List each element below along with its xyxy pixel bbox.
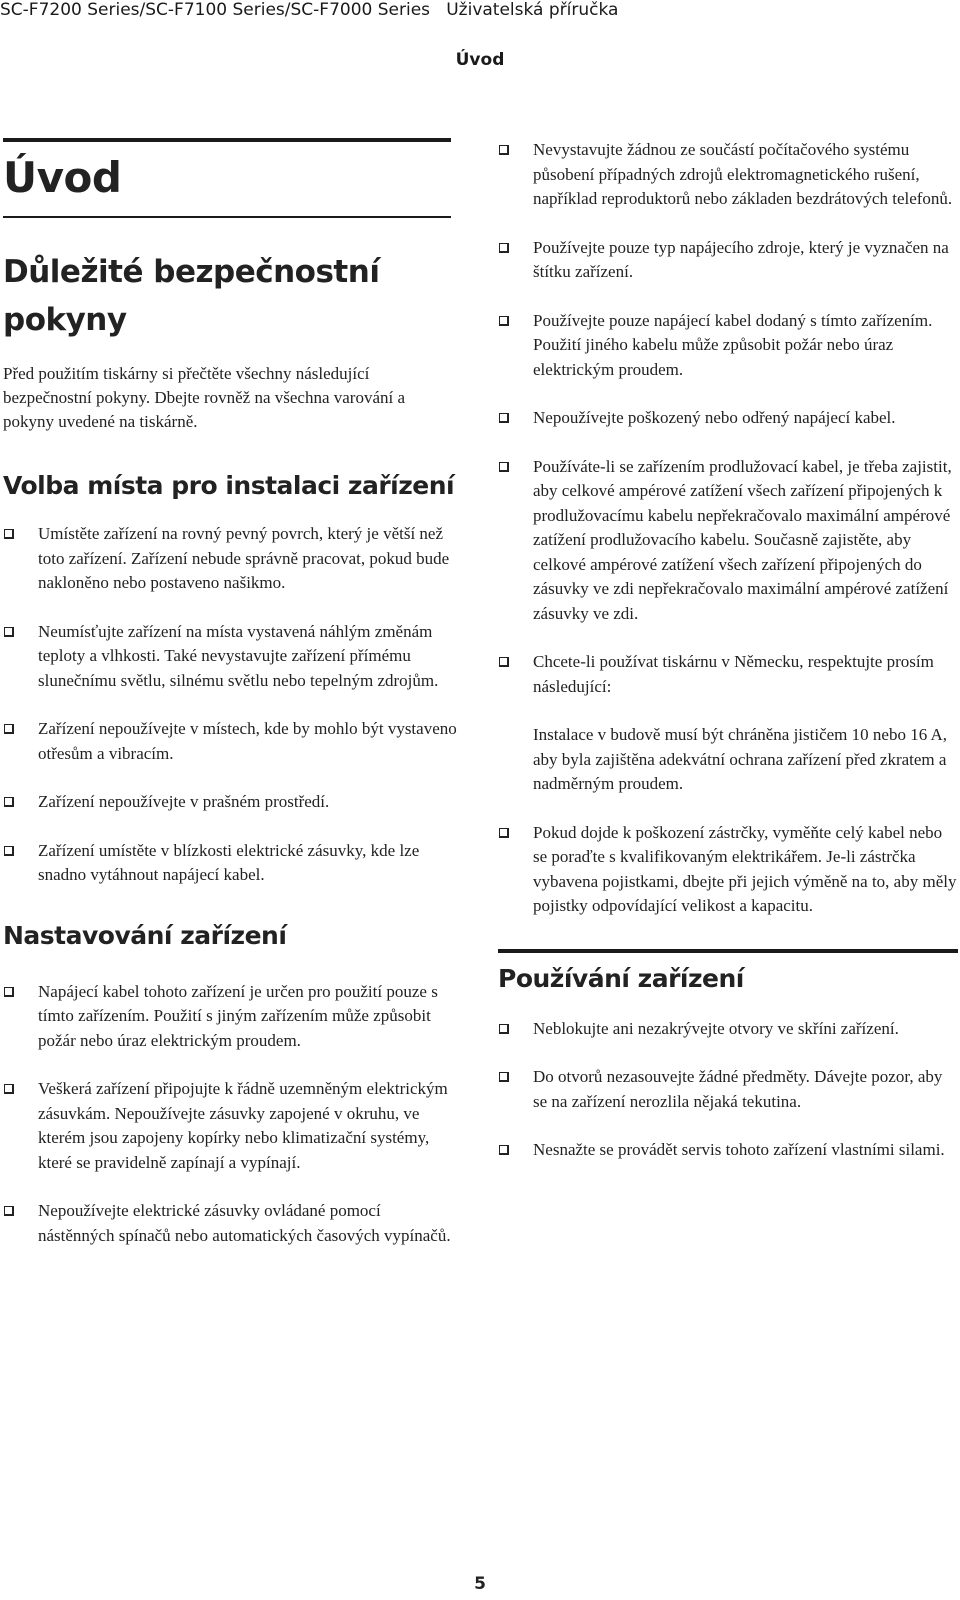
safety-heading: Důležité bezpečnostní pokyny: [3, 254, 380, 338]
checkbox-bullet-icon: [499, 828, 509, 838]
list-item: Používejte pouze napájecí kabel dodaný s tímto zařízením. Použití jiného kabelu může způsobit požár nebo úraz elektrickým proudem.: [498, 309, 958, 383]
list-item: Používejte pouze typ napájecího zdroje, který je vyznačen na štítku zařízení.: [498, 236, 958, 285]
germany-note: Instalace v budově musí být chráněna jističem 10 nebo 16 A, aby byla zajištěna adekvátní ochrana zařízení před zkratem a nadměrným proudem.: [533, 725, 948, 793]
list-item: Veškerá zařízení připojujte k řádně uzemněným elektrickým zásuvkám. Nepoužívejte zásuvky zapojené v okruhu, ve kterém jsou zapojeny kopírky nebo klimatizační systémy, které se pravidelně zapínají a vypínají.: [3, 1077, 457, 1175]
setup-list: [3, 980, 457, 1249]
checkbox-bullet-icon: [499, 243, 509, 253]
usage-heading: Používání zařízení: [498, 963, 744, 993]
checkbox-bullet-icon: [4, 797, 14, 807]
checkbox-bullet-icon: [4, 846, 14, 856]
left-column: [3, 138, 457, 1248]
list-item: Nepoužívejte elektrické zásuvky ovládané pomocí nástěnných spínačů nebo automatických časových vypínačů.: [3, 1199, 457, 1248]
checkbox-bullet-icon: [499, 1024, 509, 1034]
checkbox-bullet-icon: [499, 1072, 509, 1082]
header-section: Úvod: [455, 50, 505, 70]
usage-rule: [498, 949, 958, 953]
checkbox-bullet-icon: [4, 529, 14, 539]
list-item: Neumísťujte zařízení na místa vystavená náhlým změnám teploty a vlhkosti. Také nevystavujte zařízení přímému slunečnímu světlu, silnému světlu nebo tepelným zdrojům.: [3, 620, 457, 694]
list-item: Zařízení umístěte v blízkosti elektrické zásuvky, kde lze snadno vytáhnout napájecí kabel.: [3, 839, 457, 888]
safety-intro: Před použitím tiskárny si přečtěte všechny následující bezpečnostní pokyny. Dbejte rovněž na všechna varování a pokyny uvedené na tiskárně.: [3, 364, 406, 431]
setup-heading: Nastavování zařízení: [3, 920, 287, 950]
chapter-rule-bottom: [3, 216, 451, 218]
checkbox-bullet-icon: [4, 1206, 14, 1216]
checkbox-bullet-icon: [499, 145, 509, 155]
list-item: Do otvorů nezasouvejte žádné předměty. Dávejte pozor, aby se na zařízení nerozlila nějaká tekutina.: [498, 1065, 958, 1114]
list-item: Zařízení nepoužívejte v místech, kde by mohlo být vystaveno otřesům a vibracím.: [3, 717, 457, 766]
plug-list: [498, 821, 958, 919]
right-column: [498, 138, 958, 1163]
chapter-rule: [3, 138, 451, 142]
list-item: Umístěte zařízení na rovný pevný povrch, který je větší než toto zařízení. Zařízení nebude správně pracovat, pokud bude nakloněno nebo postaveno našikmo.: [3, 522, 457, 596]
header-model: SC-F7200 Series/SC-F7100 Series/SC-F7000 Series: [0, 0, 431, 20]
list-item: Neblokujte ani nezakrývejte otvory ve skříni zařízení.: [498, 1017, 958, 1042]
list-item: Zařízení nepoužívejte v prašném prostředí.: [3, 790, 457, 815]
usage-list: [498, 1017, 958, 1163]
checkbox-bullet-icon: [4, 1084, 14, 1094]
setup-list-continued: [498, 138, 958, 699]
list-item: Používáte-li se zařízením prodlužovací kabel, je třeba zajistit, aby celkové ampérové zatížení všech zařízení připojených k prodlužovacímu kabelu nepřekračovalo maximální ampérové zatížení prodlužovacího kabelu. Současně zajistěte, aby celkové ampérové zatížení všech zařízení připojených do zásuvky ve zdi nepřekračovalo maximální ampérové zatížení zásuvky ve zdi.: [498, 455, 958, 627]
chapter-title: Úvod: [3, 153, 122, 202]
checkbox-bullet-icon: [4, 724, 14, 734]
running-header: [0, 0, 618, 20]
list-item: Nepoužívejte poškozený nebo odřený napájecí kabel.: [498, 406, 958, 431]
checkbox-bullet-icon: [4, 627, 14, 637]
checkbox-bullet-icon: [499, 316, 509, 326]
list-item: Chcete-li používat tiskárnu v Německu, respektujte prosím následující:: [498, 650, 958, 699]
checkbox-bullet-icon: [499, 462, 509, 472]
list-item: Pokud dojde k poškození zástrčky, vyměňte celý kabel nebo se poraďte s kvalifikovaným elektrikářem. Je-li zástrčka vybavena pojistkami, dbejte při jejich výměně na to, aby měly pojistky odpovídající velikost a kapacitu.: [498, 821, 958, 919]
list-item: Nesnažte se provádět servis tohoto zařízení vlastními silami.: [498, 1138, 958, 1163]
list-item: Nevystavujte žádnou ze součástí počítačového systému působení případných zdrojů elektromagnetického rušení, například reproduktorů nebo základen bezdrátových telefonů.: [498, 138, 958, 212]
list-item: Napájecí kabel tohoto zařízení je určen pro použití pouze s tímto zařízením. Použití s jiným zařízením může způsobit požár nebo úraz elektrickým proudem.: [3, 980, 457, 1054]
header-guide: Uživatelská příručka: [446, 0, 619, 20]
page-number: 5: [474, 1574, 486, 1594]
checkbox-bullet-icon: [4, 987, 14, 997]
checkbox-bullet-icon: [499, 657, 509, 667]
placement-list: [3, 522, 457, 888]
checkbox-bullet-icon: [499, 1145, 509, 1155]
placement-heading: Volba místa pro instalaci zařízení: [3, 471, 455, 500]
checkbox-bullet-icon: [499, 413, 509, 423]
